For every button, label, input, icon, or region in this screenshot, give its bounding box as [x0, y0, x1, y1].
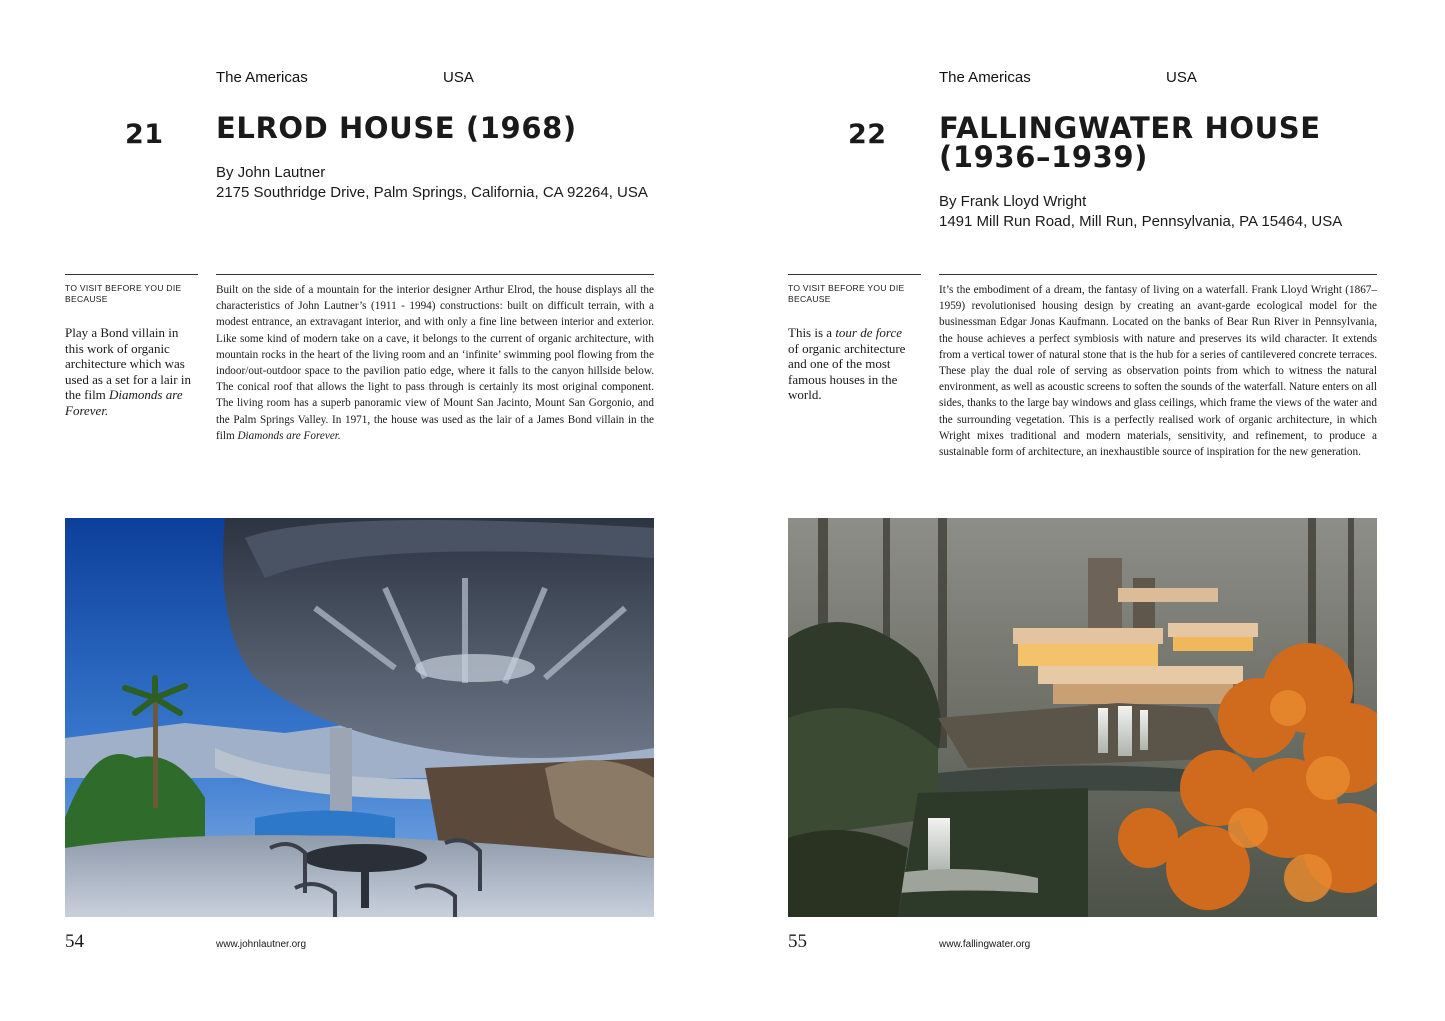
text-run: Built on the side of a mountain for the interior designer Arthur Elrod, the house displays all the characteristics of John Lautner’s (1911 - 1994) constructions: built on difficult terrain, with a modest entrance, an extravagant interior, and with only a fine line between interior and exterior. Like some kind of modern take on a cave, it belongs to the current of organic architecture, with mountain rocks in the heart of the living room and an ‘infinite’ swimming pool flowing from the indoor/out-outdoor space to the pavilion patio edge, where it falls to the canyon hillside below. The conical roof that allows the light to pass through is certainly its most original component. The living room has a superb panoramic view of Mount San Jacinto, Mount San Gorgonio, and the Palm Springs Valley. In 1971, the house was used as the lair of a James Bond villain in the film	[216, 284, 654, 442]
entry-number: 22	[848, 119, 887, 150]
fallingwater-house-photo	[788, 518, 1377, 917]
italic-text: tour de force	[835, 325, 902, 340]
website-url[interactable]: www.johnlautner.org	[216, 939, 307, 950]
text-run: of organic architecture and one of the most famous houses in the world.	[788, 340, 906, 403]
italic-text: Diamonds are Forever.	[237, 429, 341, 442]
left-page	[0, 0, 722, 1021]
italic-text: Diamonds are Forever.	[65, 387, 183, 418]
body-text	[216, 282, 654, 444]
country-label: USA	[443, 69, 474, 86]
side-label: TO VISIT BEFORE YOU DIE BECAUSE	[65, 283, 182, 304]
page-number: 55	[788, 931, 807, 952]
entry-number: 21	[125, 119, 164, 150]
side-divider	[788, 274, 921, 275]
region-label: The Americas	[216, 69, 308, 86]
main-divider	[216, 274, 654, 275]
body-paragraph	[939, 282, 1377, 460]
right-page	[723, 0, 1445, 1021]
address: 1491 Mill Run Road, Mill Run, Pennsylvania, PA 15464, USA	[939, 213, 1343, 230]
author-block	[939, 192, 1409, 232]
elrod-house-photo-icon	[65, 518, 654, 917]
text-run: It’s the embodiment of a dream, the fantasy of living on a waterfall. Frank Lloyd Wright (1867–1959) revolutionised housing design by creating an avant-garde ecological model for the businessman Edgar Jonas Kaufmann. Located on the banks of Bear Run River in Pennsylvania, the house achieves a perfect symbiosis with nature and preserves its wild character. It extends from a vertical tower of natural stone that is the hub for a series of cantilevered concrete terraces. These play the dual role of serving as observation points from which to witness the natural environment, as well as acoustic screens to soften the sounds of the waterfall. Nature enters on all sides, thanks to the large bay windows and glass ceilings, which frame the views of the water and the surrounding vegetation. This is a perfectly realised work of organic architecture, in which Wright mixes traditional and modern materials, sensitivity, and refinement, to produce a sustainable form of architecture, an inexhaustible source of inspiration for the new generation.	[939, 284, 1377, 459]
page-number: 54	[65, 931, 84, 952]
main-divider	[939, 274, 1377, 275]
entry-title: ELROD HOUSE (1968)	[216, 111, 577, 145]
address: 2175 Southridge Drive, Palm Springs, California, CA 92264, USA	[216, 184, 648, 201]
author-block	[216, 163, 686, 203]
side-note	[65, 325, 193, 419]
region-label: The Americas	[939, 69, 1031, 86]
body-paragraph	[216, 282, 654, 444]
side-label: TO VISIT BEFORE YOU DIE BECAUSE	[788, 283, 905, 304]
architect-name: By Frank Lloyd Wright	[939, 193, 1087, 210]
architect-name: By John Lautner	[216, 164, 326, 181]
fallingwater-house-photo-icon	[788, 518, 1377, 917]
text-run: Play a Bond villain in this work of organic architecture which was used as a set for a lair in the film	[65, 325, 191, 403]
side-note	[788, 325, 916, 403]
side-divider	[65, 274, 198, 275]
website-url[interactable]: www.fallingwater.org	[939, 939, 1031, 950]
body-text	[939, 282, 1377, 460]
text-run: This is a	[788, 325, 836, 340]
country-label: USA	[1166, 69, 1197, 86]
entry-title: FALLINGWATER HOUSE (1936–1939)	[939, 111, 1321, 174]
elrod-house-photo	[65, 518, 654, 917]
